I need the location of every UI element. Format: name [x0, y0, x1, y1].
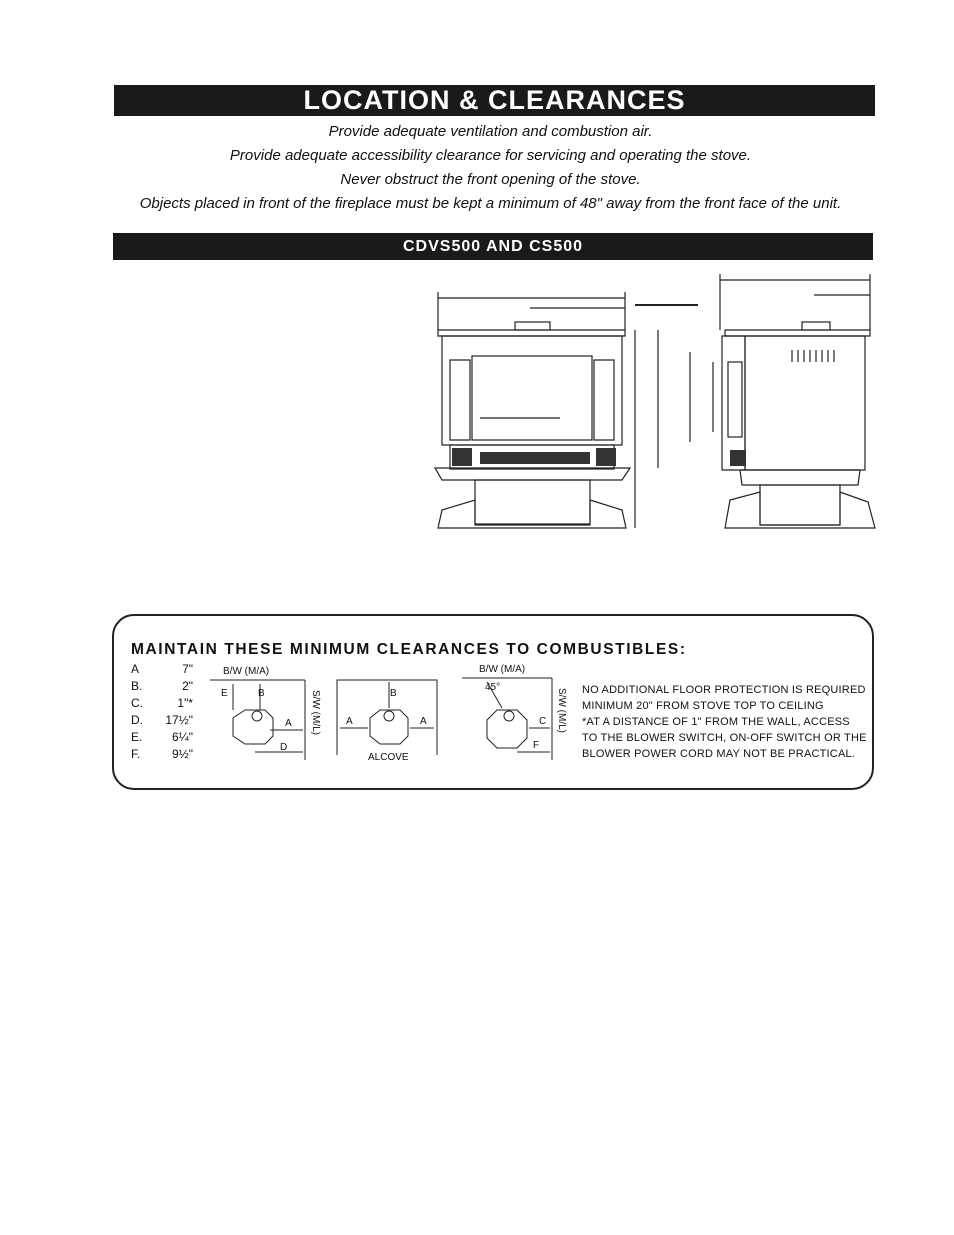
- section-title: CDVS500 AND CS500: [113, 233, 873, 260]
- svg-text:B: B: [390, 688, 397, 699]
- svg-text:E: E: [221, 688, 228, 699]
- corner-side-wall-label: S/W (M/L): [556, 688, 567, 733]
- svg-text:F: F: [533, 740, 540, 751]
- page-title: LOCATION & CLEARANCES: [114, 85, 875, 116]
- side-wall-label: S/W (M/L): [310, 690, 321, 735]
- note-line: MINIMUM 20" FROM STOVE TOP TO CEILING: [582, 700, 824, 712]
- clearance-diagram-alcove: [332, 660, 447, 765]
- svg-text:C: C: [539, 716, 547, 727]
- intro-line: Never obstruct the front opening of the stove.: [340, 171, 641, 188]
- alcove-label: ALCOVE: [368, 752, 409, 763]
- svg-text:D: D: [280, 742, 288, 753]
- note-line: NO ADDITIONAL FLOOR PROTECTION IS REQUIRED: [582, 684, 866, 696]
- corner-back-wall-label: B/W (M/A): [479, 664, 526, 675]
- list-item: E. 6¼": [131, 730, 193, 744]
- note-line: BLOWER POWER CORD MAY NOT BE PRACTICAL.: [582, 748, 856, 760]
- list-item: F. 9½": [131, 747, 193, 761]
- note-line: TO THE BLOWER SWITCH, ON-OFF SWITCH OR THE: [582, 732, 867, 744]
- clearance-note: [582, 682, 867, 762]
- back-wall-label: B/W (M/A): [223, 666, 270, 677]
- list-item: A 7": [131, 662, 193, 676]
- clearances-title: MAINTAIN THESE MINIMUM CLEARANCES TO COMBUSTIBLES:: [131, 641, 687, 658]
- intro-line: Provide adequate accessibility clearance for servicing and operating the stove.: [229, 147, 752, 164]
- note-line: *AT A DISTANCE OF 1" FROM THE WALL, ACCESS: [582, 716, 850, 728]
- clearance-diagram-side: [205, 660, 325, 765]
- intro-text: [100, 120, 881, 216]
- list-item: D. 17½": [131, 713, 193, 727]
- list-item: C. 1"*: [131, 696, 193, 710]
- svg-text:A: A: [420, 716, 427, 727]
- stove-drawing: [430, 270, 880, 550]
- svg-text:A: A: [285, 718, 292, 729]
- svg-text:B: B: [258, 688, 265, 699]
- clearance-list: [131, 661, 193, 763]
- angle-label: 45°: [485, 682, 501, 693]
- list-item: B. 2": [131, 679, 193, 693]
- intro-line: Objects placed in front of the fireplace must be kept a minimum of 48" away from the front face of the unit.: [139, 195, 842, 212]
- clearance-diagram-corner: [457, 660, 577, 765]
- intro-line: Provide adequate ventilation and combustion air.: [328, 123, 653, 140]
- svg-text:A: A: [346, 716, 353, 727]
